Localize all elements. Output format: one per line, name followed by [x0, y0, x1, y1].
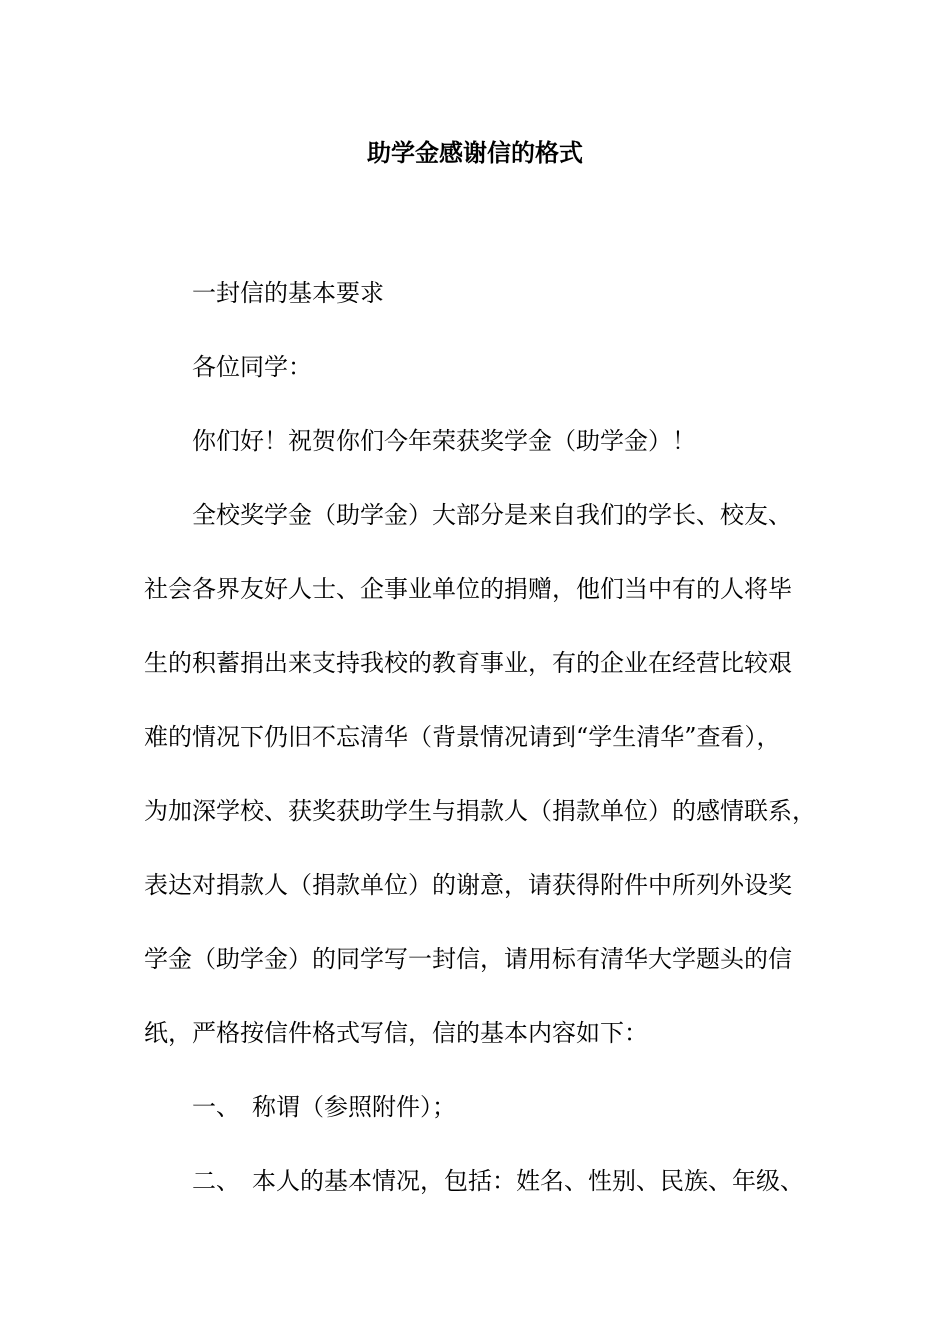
list-item-number: 一、 [192, 1093, 240, 1121]
paragraph-line-10: 学金（助学金）的同学写一封信，请用标有清华大学题头的信 [144, 945, 792, 973]
paragraph-line-2: 各位同学： [192, 353, 312, 381]
paragraph-line-6: 生的积蓄捐出来支持我校的教育事业，有的企业在经营比较艰 [144, 649, 792, 677]
paragraph-line-7: 难的情况下仍旧不忘清华（背景情况请到“学生清华”查看）， [144, 723, 781, 751]
paragraph-line-4: 全校奖学金（助学金）大部分是来自我们的学长、校友、 [192, 501, 792, 529]
paragraph-line-1: 一封信的基本要求 [192, 279, 384, 307]
paragraph-line-11: 纸，严格按信件格式写信，信的基本内容如下： [144, 1019, 648, 1047]
document-body [144, 256, 824, 1218]
list-item-text: 本人的基本情况，包括：姓名、性别、民族、年级、 [252, 1167, 804, 1195]
page-title: 助学金感谢信的格式 [367, 138, 583, 167]
list-item [144, 1070, 824, 1144]
paragraph-line-3: 你们好！祝贺你们今年荣获奖学金（助学金）！ [192, 427, 696, 455]
paragraph-line-9: 表达对捐款人（捐款单位）的谢意，请获得附件中所列外设奖 [144, 871, 792, 899]
paragraph-line-8: 为加深学校、获奖获助学生与捐款人（捐款单位）的感情联系， [144, 797, 816, 825]
list-item-number: 二、 [192, 1167, 240, 1195]
paragraph-line-5: 社会各界友好人士、企事业单位的捐赠，他们当中有的人将毕 [144, 575, 792, 603]
list-item [144, 1144, 824, 1218]
list-item-text: 称谓（参照附件）； [252, 1093, 456, 1121]
